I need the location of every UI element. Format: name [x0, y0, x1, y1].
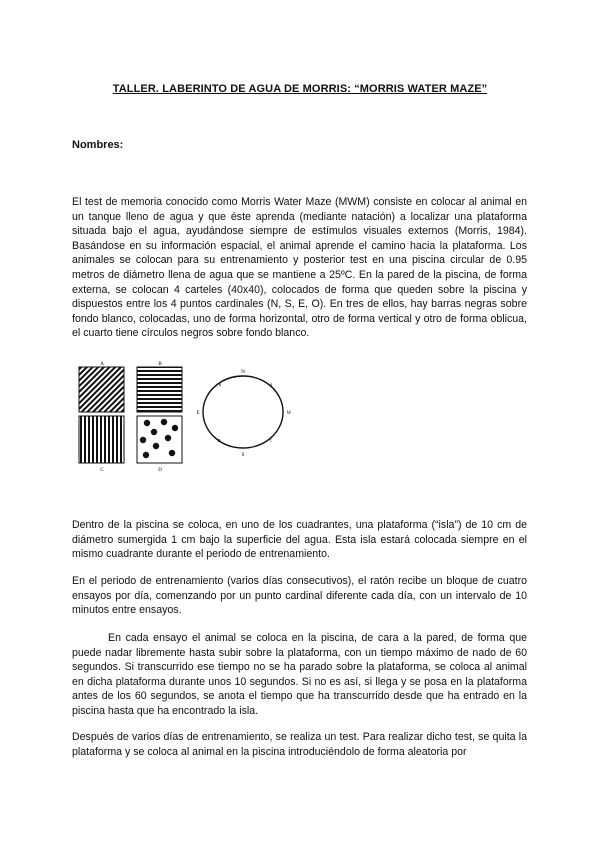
panel-label-c: C — [100, 468, 104, 473]
panel-oblique-bars — [79, 367, 124, 412]
pool-label-e: E — [196, 411, 200, 416]
panel-circles — [137, 416, 182, 463]
paragraph-intro: El test de memoria conocido como Morris Water Maze (MWM) consiste en colocar al animal en un tanque lleno de agua y que éste aprenda (mediante natación) a localizar una plataforma situada bajo el agua, ayudándose siempre de estímulos visuales externos (Morris, 1984). Basándose en su información espacial, el animal aprende el camino hacia la plataforma. Los animales se colocan para su entrenamiento y posterior test en una piscina circular de 0.95 metros de diámetro llena de agua que se mantiene a 25ºC. En la pared de la piscina, de forma externa, se colocan 4 carteles (40x40), colocados de forma que queden sobre la piscina y dispuestos entre los 4 puntos cardinales (N, S, E, O). En tres de ellos, hay barras negras sobre fondo blanco, colocadas, uno de forma horizontal, otro de forma vertical y otro de forma oblicua, el cuarto tiene círculos negros sobre fondo blanco. — [72, 196, 527, 340]
panel-vertical-bars — [79, 416, 124, 463]
pool-label-n: N — [241, 370, 245, 375]
pool-label-d: D — [217, 438, 221, 443]
pool-diagram — [196, 370, 291, 458]
pool-label-w: W — [286, 411, 292, 416]
morris-maze-figure — [72, 358, 302, 474]
panel-label-a: A — [100, 362, 104, 367]
paragraph-test: Después de varios días de entrenamiento, se realiza un test. Para realizar dicho test, se quita la plataforma y se coloca al animal en la piscina introduciéndolo de forma aleatoria por — [72, 731, 527, 758]
pool-label-a: A — [269, 382, 273, 387]
paragraph-platform: Dentro de la piscina se coloca, en uno de los cuadrantes, una plataforma (“isla”) de 10 cm de diámetro sumergida 1 cm bajo la superficie del agua. Esta isla estará colocada siempre en el mismo cuadrante durante el periodo de entrenamiento. — [72, 519, 527, 561]
pool-label-c: C — [269, 438, 273, 443]
paragraph-trial: En cada ensayo el animal se coloca en la piscina, de cara a la pared, de forma que puede nadar libremente hasta subir sobre la plataforma, con un tiempo máximo de nado de 60 segundos. Si transcurrido ese tiempo no se ha parado sobre la plataforma, se coloca al animal en dicha plataforma durante unos 10 segundos. Si no es así, si llega y se posa en la plataforma antes de los 60 segundos, se anota el tiempo que ha transcurrido desde que ha entrado en la piscina hasta que ha encontrado la isla. — [72, 632, 527, 717]
document-title: TALLER. LABERINTO DE AGUA DE MORRIS: “MORRIS WATER MAZE” — [112, 83, 488, 95]
panel-label-d: D — [158, 468, 162, 473]
panel-label-b: B — [158, 362, 162, 367]
names-label: Nombres: — [72, 139, 124, 151]
pool-label-b: B — [218, 382, 222, 387]
pool-label-s: S — [241, 453, 245, 458]
paragraph-training: En el periodo de entrenamiento (varios días consecutivos), el ratón recibe un bloque de cuatro ensayos por día, comenzando por un punto cardinal diferente cada día, con un intervalo de 10 minutos entre ensayos. — [72, 575, 527, 617]
panel-horizontal-bars — [137, 367, 182, 412]
